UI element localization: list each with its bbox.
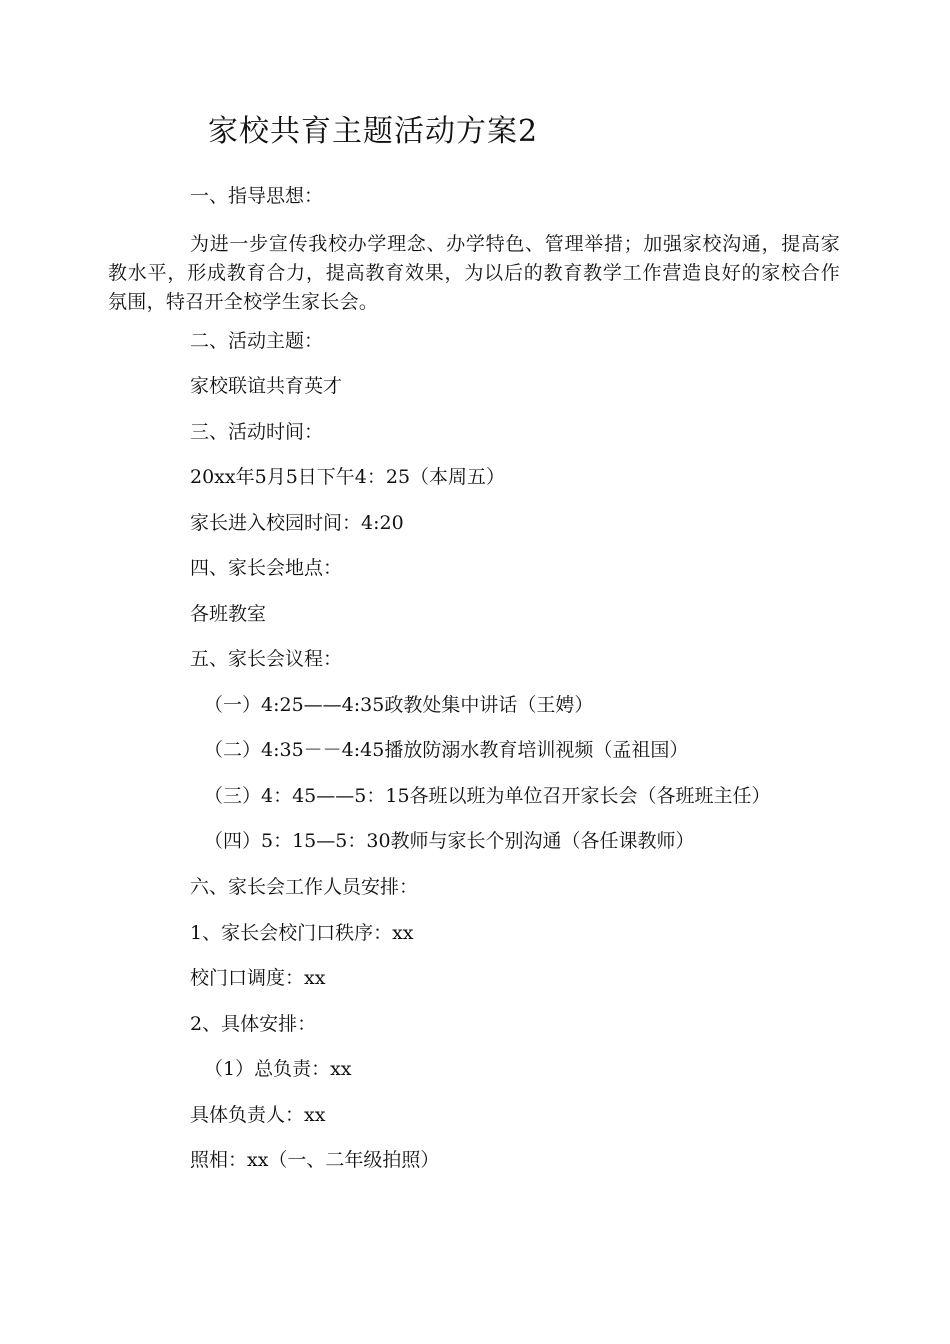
section-heading-location: 四、家长会地点： <box>190 557 343 579</box>
parent-entry-time-text: 家长进入校园时间：4:20 <box>190 512 404 534</box>
staff-line: （1）总负责：xx <box>204 1058 352 1080</box>
agenda-item: （一）4:25——4:35政教处集中讲话（王娉） <box>204 694 594 716</box>
theme-text: 家校联谊共育英才 <box>190 375 343 397</box>
guiding-idea-paragraph: 为进一步宣传我校办学理念、办学特色、管理举措；加强家校沟通，提高家教水平，形成教育合力，提高教育效果，为以后的教育教学工作营造良好的家校合作氛围，特召开全校学生家长会。 <box>108 233 840 313</box>
section-heading-theme: 二、活动主题： <box>190 330 324 352</box>
section-heading-staff: 六、家长会工作人员安排： <box>190 876 419 898</box>
section-heading-agenda: 五、家长会议程： <box>190 648 343 670</box>
agenda-item: （四）5：15—5：30教师与家长个别沟通（各任课教师） <box>204 830 695 852</box>
section-heading-guiding-idea: 一、指导思想： <box>190 185 324 207</box>
staff-line: 2、具体安排： <box>190 1013 317 1035</box>
staff-line: 1、家长会校门口秩序：xx <box>190 922 414 944</box>
activity-time-text: 20xx年5月5日下午4：25（本周五） <box>190 466 506 488</box>
section-heading-time: 三、活动时间： <box>190 421 324 443</box>
staff-line: 照相：xx（一、二年级拍照） <box>190 1149 440 1171</box>
agenda-item: （三）4：45——5：15各班以班为单位召开家长会（各班班主任） <box>204 785 771 807</box>
location-text: 各班教室 <box>190 603 267 625</box>
agenda-item: （二）4:35－－4:45播放防溺水教育培训视频（孟祖国） <box>204 739 689 761</box>
staff-line: 具体负责人：xx <box>190 1104 326 1126</box>
document-title: 家校共育主题活动方案2 <box>208 114 539 149</box>
staff-line: 校门口调度：xx <box>190 967 326 989</box>
